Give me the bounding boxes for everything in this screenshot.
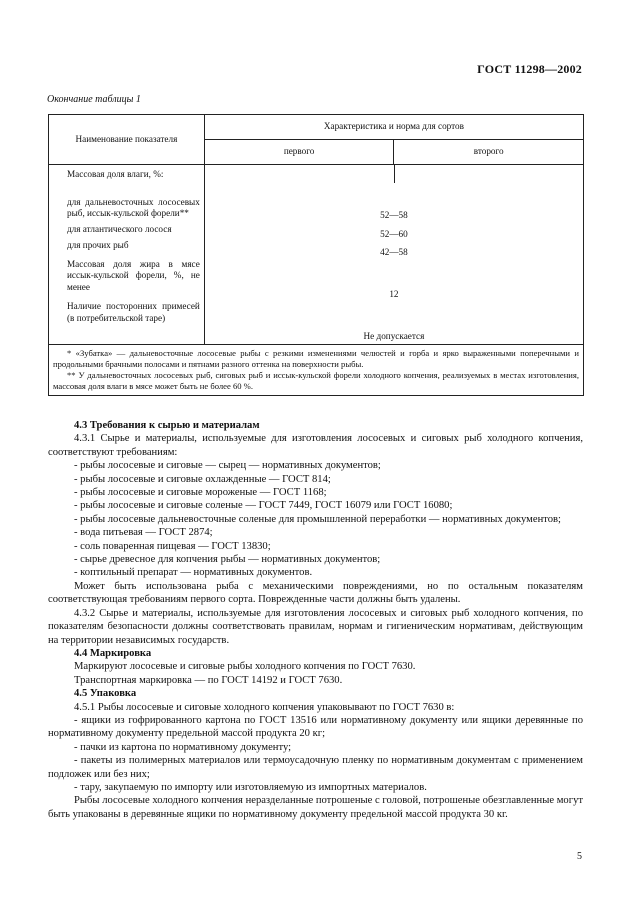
indicators-table (48, 114, 584, 396)
section-4-4-title: 4.4 Маркировка (74, 647, 152, 659)
list-item: - сырье древесное для копчения рыбы — нормативных документов; (74, 554, 381, 566)
header-characteristic: Характеристика и норма для сортов (204, 115, 583, 140)
clause-4-3-1: 4.3.1 Сырье и материалы, используемые для изготовления лососевых и сиговых рыб холодного копчения, соответствуют требованиям: (48, 433, 583, 458)
row-far-east: для дальневосточных лососевых рыб, иссык-кульской форели** (67, 196, 200, 218)
value-atlantic: 52—60 (380, 229, 408, 239)
value-far-east: 52—58 (380, 210, 408, 220)
list-item: - коптильный препарат — нормативных документов. (74, 567, 313, 579)
values-cell (204, 165, 583, 345)
footnote-1: * «Зубатка» — дальневосточные лососевые рыбы с резкими изменениями челюстей и горба и ярко выраженными поперечными и продольными брачными полосами и пятнами разного оттенка на поверхности рыбы. (53, 348, 579, 369)
page-number: 5 (577, 851, 582, 862)
table-continuation-label: Окончание таблицы 1 (47, 94, 141, 105)
grade-divider (394, 165, 395, 183)
section-4-5-title: 4.5 Упаковка (74, 688, 137, 700)
paragraph-wooden-boxes: Рыбы лососевые холодного копчения неразделанные потрошеные с головой, потрошеные обезглавленные могут быть упакованы в деревянные ящики по нормативному документу предельной массой продукта 30 кг. (48, 795, 583, 820)
document-body (48, 419, 583, 821)
paragraph-marking-2: Транспортная маркировка — по ГОСТ 14192 и ГОСТ 7630. (74, 674, 343, 686)
list-item: - ящики из гофрированного картона по ГОСТ 13516 или нормативному документу или ящики деревянные по нормативному документу предельной массой продукта 20 кг; (48, 714, 583, 740)
row-fat: Массовая доля жира в мясе иссык-кульской форели, %, не менее (67, 258, 200, 292)
paragraph-damaged-fish: Может быть использована рыба с механическими повреждениями, но по остальным показателям соответствующая требованиям первого сорта. Поврежденные части должны быть удалены. (48, 580, 583, 606)
standard-header: ГОСТ 11298—2002 (477, 62, 582, 76)
value-other: 42—58 (380, 247, 408, 257)
value-impurities: Не допускается (363, 331, 425, 341)
row-moisture: Массовая доля влаги, %: (67, 169, 164, 179)
section-4-3-title: 4.3 Требования к сырью и материалам (74, 420, 260, 431)
list-item: - тару, закупаемую по импорту или изготовляемую из импортных материалов. (74, 781, 427, 793)
value-fat: 12 (389, 289, 399, 299)
header-second-grade: второго (394, 140, 584, 165)
list-item: - вода питьевая — ГОСТ 2874; (74, 527, 213, 539)
paragraph-marking-1: Маркируют лососевые и сиговые рыбы холодного копчения по ГОСТ 7630. (74, 661, 416, 673)
table-footnotes (49, 345, 584, 396)
indicator-names-cell (49, 165, 205, 345)
list-item: - пакеты из полимерных материалов или термоусадочную пленку по нормативным документам с применением подложек или без них; (48, 755, 583, 780)
list-item: - рыбы лососевые и сиговые мороженые — ГОСТ 1168; (74, 487, 327, 499)
row-impurities: Наличие посторонних примесей (в потребительской таре) (67, 301, 200, 323)
header-first-grade: первого (204, 140, 394, 165)
footnote-2: ** У дальневосточных лососевых рыб, сиговых рыб и иссык-кульской форели холодного копчения, реализуемых в местах изготовления, массовая доля влаги в мясе может быть не более 60 %. (53, 370, 579, 391)
header-indicator: Наименование показателя (49, 115, 205, 165)
clause-4-3-2: 4.3.2 Сырье и материалы, используемые для изготовления лососевых и сиговых рыб холодного копчения, по показателям безопасности должны соответствовать правилам, нормам и гигиеническим нормативам, действующим на территории независимых государств. (48, 607, 583, 646)
row-atlantic: для атлантического лосося (67, 223, 172, 234)
list-item: - рыбы лососевые дальневосточные соленые для промышленной переработки — нормативных документов; (74, 513, 561, 525)
list-item: - рыбы лососевые и сиговые охлажденные — ГОСТ 814; (74, 473, 331, 485)
list-item: - соль поваренная пищевая — ГОСТ 13830; (74, 540, 271, 552)
clause-4-5-1: 4.5.1 Рыбы лососевые и сиговые холодного копчения упаковывают по ГОСТ 7630 в: (74, 701, 455, 713)
row-other: для прочих рыб (67, 240, 129, 250)
list-item: - рыбы лососевые и сиговые — сырец — нормативных документов; (74, 460, 381, 472)
list-item: - пачки из картона по нормативному документу; (74, 741, 292, 753)
list-item: - рыбы лососевые и сиговые соленые — ГОСТ 7449, ГОСТ 16079 или ГОСТ 16080; (74, 500, 453, 512)
